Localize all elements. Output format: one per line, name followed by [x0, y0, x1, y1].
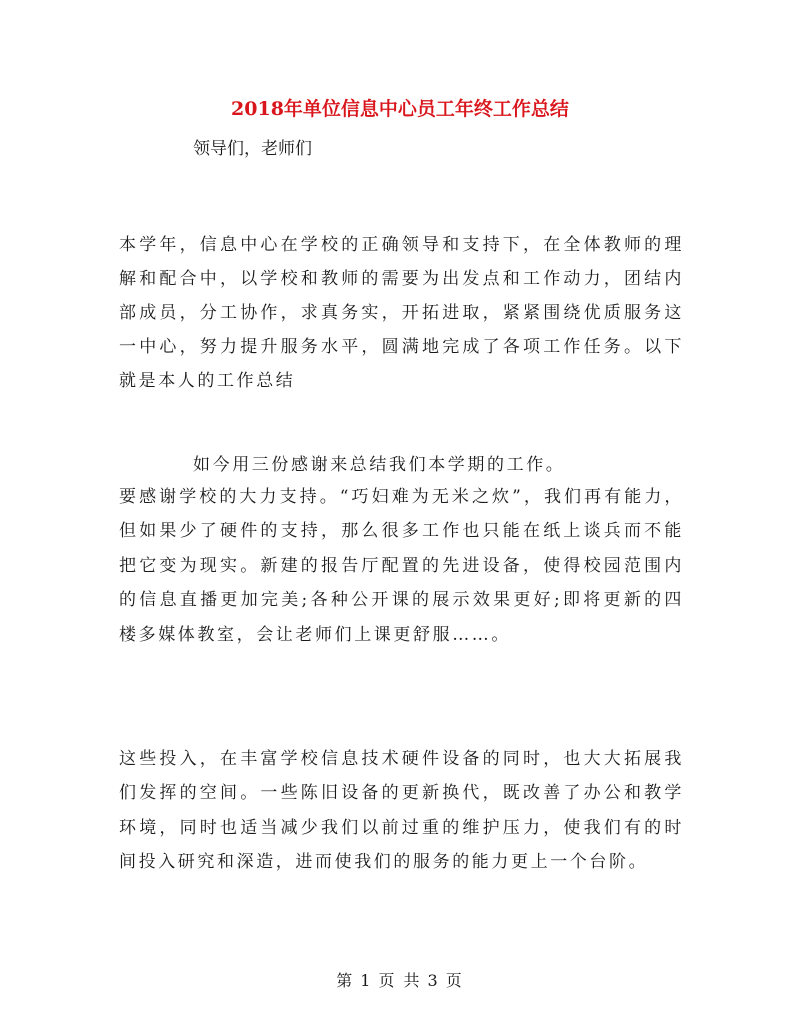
footer-mid: 页 共 [378, 971, 422, 990]
page-footer [0, 968, 800, 991]
document-title: 2018年单位信息中心员工年终工作总结 [231, 98, 569, 120]
salutation: 领导们，老师们 [193, 139, 312, 159]
footer-page-number: 1 [360, 971, 373, 990]
paragraph-investment: 这些投入，在丰富学校信息技术硬件设备的同时，也大大拓展我们发挥的空间。一些陈旧设备的更新换代，既改善了办公和教学环境，同时也适当减少我们以前过重的维护压力，使我们有的时间投入研究和深造，进而使我们的服务的能力更上一个台阶。 [119, 749, 684, 873]
footer-total-pages: 3 [427, 971, 440, 990]
footer-prefix: 第 [336, 971, 355, 990]
paragraph-intro: 本学年，信息中心在学校的正确领导和支持下，在全体教师的理解和配合中，以学校和教师的需要为出发点和工作动力，团结内部成员，分工协作，求真务实，开拓进取，紧紧围绕优质服务这一中心，努力提升服务水平，圆满地完成了各项工作任务。以下就是本人的工作总结 [119, 235, 684, 391]
paragraph-thanks-intro: 如今用三份感谢来总结我们本学期的工作。 [193, 455, 566, 475]
paragraph-school-support: 要感谢学校的大力支持。“巧妇难为无米之炊”，我们再有能力，但如果少了硬件的支持，那么很多工作也只能在纸上谈兵而不能把它变为现实。新建的报告厅配置的先进设备，使得校园范围内的信息直播更加完美;各种公开课的展示效果更好;即将更新的四楼多媒体教室，会让老师们上课更舒服……。 [119, 487, 684, 645]
footer-suffix: 页 [445, 971, 464, 990]
